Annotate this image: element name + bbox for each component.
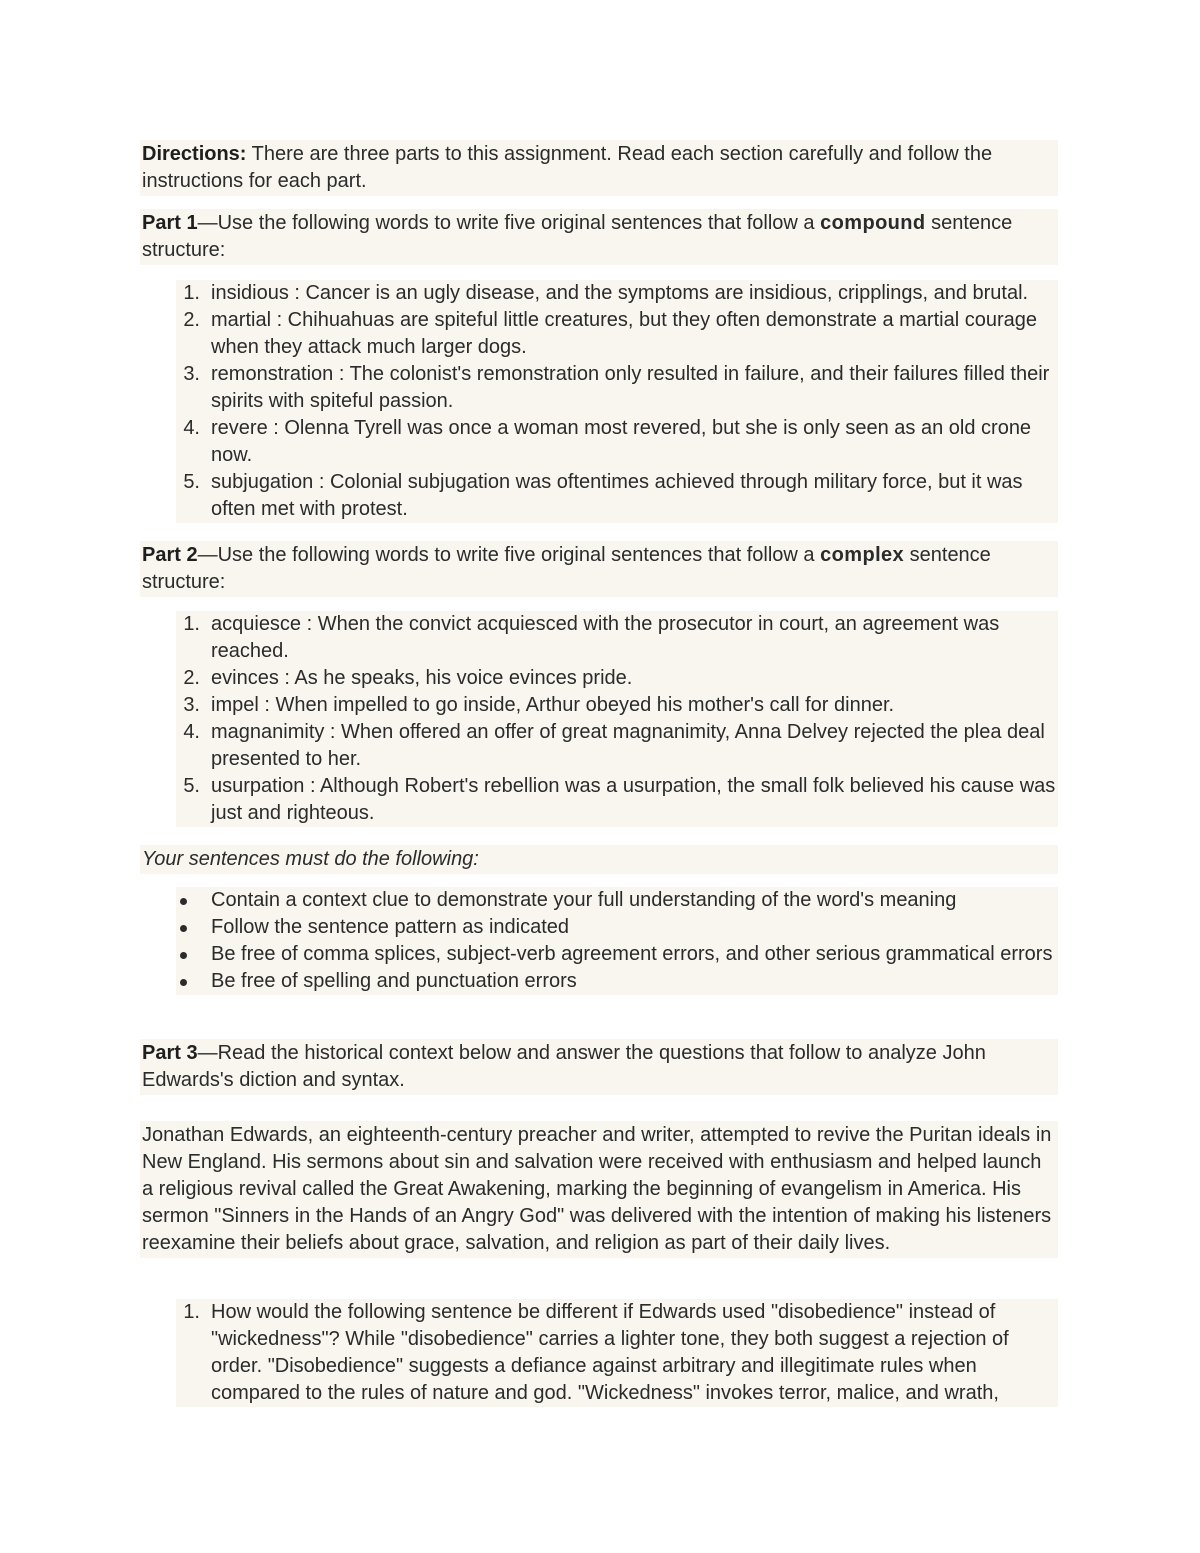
part1-label: Part 1: [142, 212, 198, 234]
complex-emphasis: complex: [820, 544, 905, 566]
directions-paragraph: [140, 140, 1058, 196]
part2-list: [176, 611, 1058, 827]
list-item: 2. martial : Chihuahuas are spiteful little creatures, but they often demonstrate a martial courage when they attack much larger dogs.: [183, 309, 1037, 358]
directions-label: Directions:: [142, 143, 247, 165]
part1-instructions: Part 1—Use the following words to write five original sentences that follow a compound sentence structure:: [140, 209, 1058, 265]
requirements-list: [176, 887, 1058, 995]
part2-label: Part 2: [142, 544, 198, 566]
compound-emphasis: compound: [820, 212, 926, 234]
bullet-icon: [180, 952, 187, 959]
part1-list: [176, 280, 1058, 523]
list-item: 1. insidious : Cancer is an ugly disease, and the symptoms are insidious, cripplings, and brutal.: [183, 282, 1029, 304]
historical-context: Jonathan Edwards, an eighteenth-century preacher and writer, attempted to revive the Puritan ideals in New England. His sermons about sin and salvation were received with enthusiasm and helped launch a religious revival called the Great Awakening, marking the beginning of evangelism in America. His sermon "Sinners in the Hands of an Angry God" was delivered with the intention of making his listeners reexamine their beliefs about grace, salvation, and religion as part of their daily lives.: [140, 1121, 1058, 1258]
part3-label: Part 3: [142, 1042, 198, 1064]
part2-instructions: Part 2—Use the following words to write five original sentences that follow a complex sentence structure:: [140, 541, 1058, 597]
part3-questions: [176, 1299, 1058, 1407]
directions-text: There are three parts to this assignment. Read each section carefully and follow the instructions for each part.: [142, 143, 993, 192]
list-item: Be free of spelling and punctuation errors: [176, 968, 1058, 995]
list-item: 1. How would the following sentence be different if Edwards used "disobedience" instead of "wickedness"? While "disobedience" carries a lighter tone, they both suggest a rejection of order. "Disobedience" suggests a defiance against arbitrary and illegitimate rules when compared to the rules of nature and god. "Wickedness" invokes terror, malice, and wrath,: [183, 1301, 1009, 1404]
bullet-icon: [180, 979, 187, 986]
list-item: 4. magnanimity : When offered an offer of great magnanimity, Anna Delvey rejected the plea deal presented to her.: [183, 721, 1045, 770]
list-item: Follow the sentence pattern as indicated: [176, 914, 1058, 941]
requirements-heading: Your sentences must do the following:: [140, 845, 1058, 874]
list-item: Contain a context clue to demonstrate your full understanding of the word's meaning: [176, 887, 1058, 914]
list-item: 4. revere : Olenna Tyrell was once a woman most revered, but she is only seen as an old crone now.: [183, 417, 1032, 466]
part3-instructions: Part 3—Read the historical context below and answer the questions that follow to analyze John Edwards's diction and syntax.: [140, 1039, 1058, 1095]
list-item: 1. acquiesce : When the convict acquiesced with the prosecutor in court, an agreement was reached.: [183, 613, 1000, 662]
bullet-icon: [180, 898, 187, 905]
list-item: Be free of comma splices, subject-verb agreement errors, and other serious grammatical errors: [176, 941, 1058, 968]
list-item: 5. usurpation : Although Robert's rebellion was a usurpation, the small folk believed his cause was just and righteous.: [183, 775, 1056, 824]
list-item: 2. evinces : As he speaks, his voice evinces pride.: [183, 667, 633, 689]
bullet-icon: [180, 925, 187, 932]
list-item: 5. subjugation : Colonial subjugation was oftentimes achieved through military force, but it was often met with protest.: [183, 471, 1023, 520]
list-item: 3. remonstration : The colonist's remonstration only resulted in failure, and their failures filled their spirits with spiteful passion.: [183, 363, 1050, 412]
list-item: 3. impel : When impelled to go inside, Arthur obeyed his mother's call for dinner.: [183, 694, 895, 716]
